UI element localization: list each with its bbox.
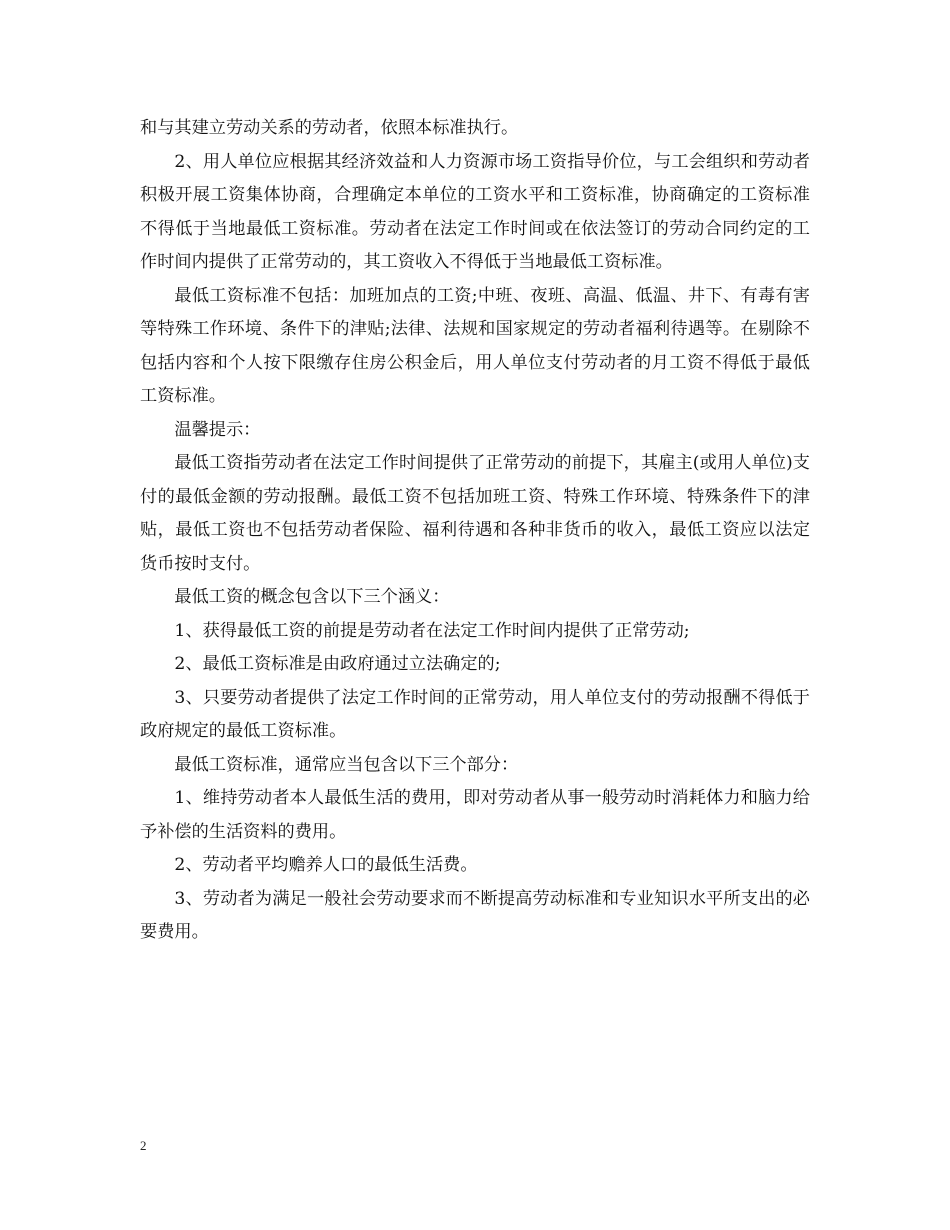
- paragraph: 和与其建立劳动关系的劳动者，依照本标准执行。: [140, 118, 519, 138]
- list-item: 1、维持劳动者本人最低生活的费用，即对劳动者从事一般劳动时消耗体力和脑力给予补偿的生活资料的费用。: [140, 788, 810, 842]
- document-body: [140, 112, 810, 950]
- list-item: 2、最低工资标准是由政府通过立法确定的;: [174, 654, 501, 674]
- paragraph: 最低工资标准不包括：加班加点的工资;中班、夜班、高温、低温、井下、有毒有害等特殊工作环境、条件下的津贴;法律、法规和国家规定的劳动者福利待遇等。在剔除不包括内容和个人按下限缴存住房公积金后，用人单位支付劳动者的月工资不得低于最低工资标准。: [140, 285, 810, 406]
- paragraph: 最低工资指劳动者在法定工作时间提供了正常劳动的前提下，其雇主(或用人单位)支付的最低金额的劳动报酬。最低工资不包括加班工资、特殊工作环境、特殊条件下的津贴，最低工资也不包括劳动者保险、福利待遇和各种非货币的收入，最低工资应以法定货币按时支付。: [140, 453, 810, 574]
- paragraph: 最低工资标准，通常应当包含以下三个部分：: [174, 754, 519, 775]
- paragraph: 温馨提示：: [174, 419, 261, 440]
- list-item: 3、只要劳动者提供了法定工作时间的正常劳动，用人单位支付的劳动报酬不得低于政府规定的最低工资标准。: [140, 687, 810, 741]
- paragraph: 最低工资的概念包含以下三个涵义：: [174, 587, 450, 607]
- paragraph: 2、用人单位应根据其经济效益和人力资源市场工资指导价位，与工会组织和劳动者积极开展工资集体协商，合理确定本单位的工资水平和工资标准，协商确定的工资标准不得低于当地最低工资标准。劳动者在法定工作时间或在依法签订的劳动合同约定的工作时间内提供了正常劳动的，其工资收入不得低于当地最低工资标准。: [140, 151, 810, 272]
- list-item: 2、劳动者平均赡养人口的最低生活费。: [174, 855, 478, 875]
- list-item: 1、获得最低工资的前提是劳动者在法定工作时间内提供了正常劳动;: [174, 620, 690, 641]
- list-item: 3、劳动者为满足一般社会劳动要求而不断提高劳动标准和专业知识水平所支出的必要费用。: [140, 888, 810, 942]
- page-number: 2: [140, 1138, 147, 1153]
